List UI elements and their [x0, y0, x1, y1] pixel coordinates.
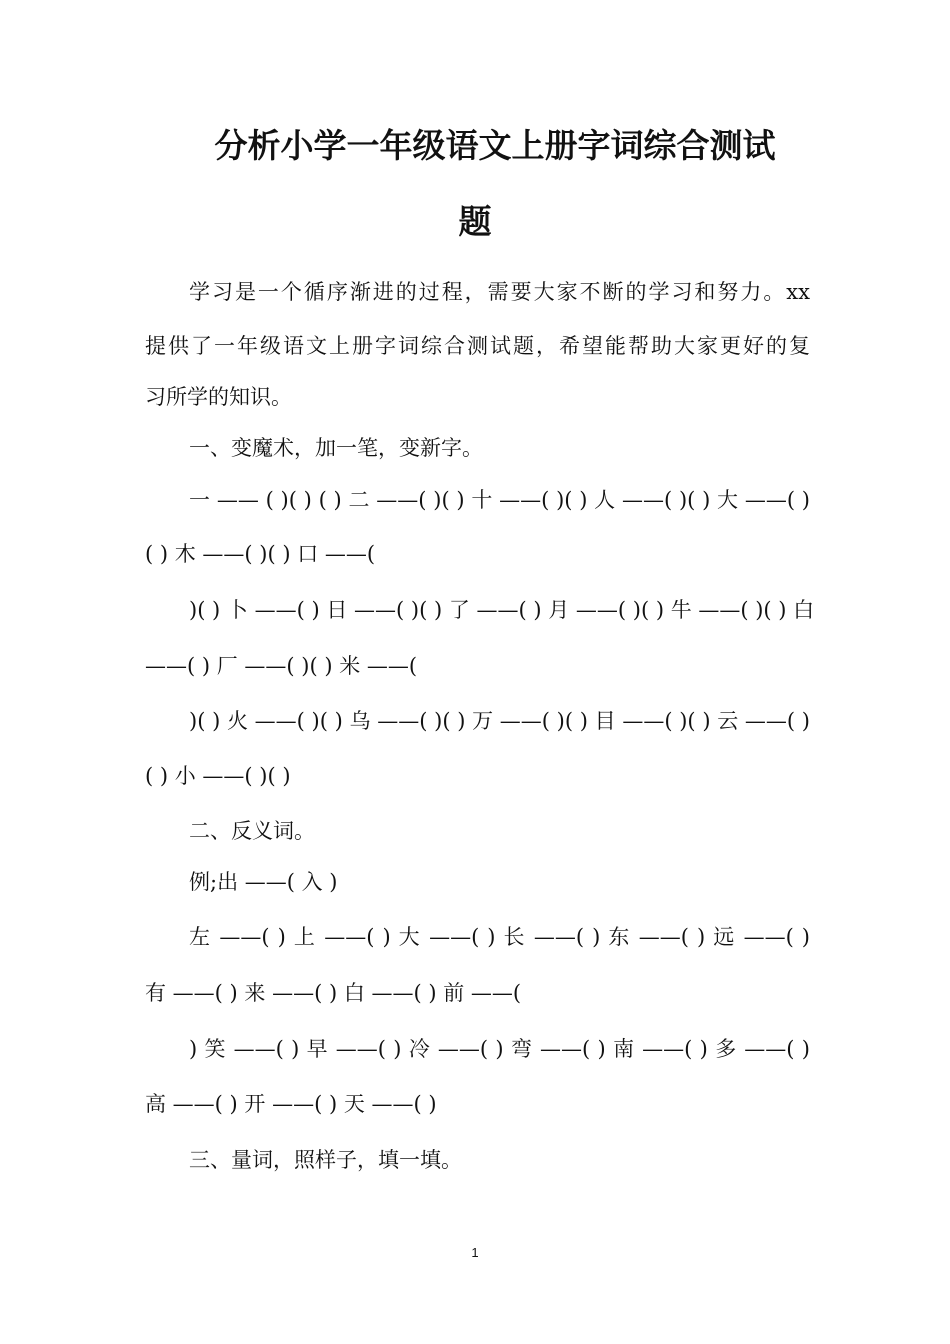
section2-example: 例;出 ——( 入 ) [189, 870, 338, 894]
section1-line: )( ) 卜 ——( ) 日 ——( )( ) 了 ——( ) 月 ——( )( ) 牛 ——( )( ) 白 [189, 598, 815, 622]
section2-line: ) 笑 ——( ) 早 ——( ) 冷 ——( ) 弯 ——( ) 南 ——( ) 多 ——( ) [189, 1037, 810, 1061]
section1-line: )( ) 火 ——( )( ) 乌 ——( )( ) 万 ——( )( ) 目 ——( )( ) 云 ——( ) [189, 709, 810, 733]
section2-line: 高 ——( ) 开 ——( ) 天 ——( ) [145, 1092, 437, 1116]
page-number: 1 [471, 1245, 479, 1260]
document-title-line2: 题 [458, 202, 492, 241]
section1-heading: 一、变魔术，加一笔，变新字。 [189, 436, 483, 460]
intro-line: 提供了一年级语文上册字词综合测试题，希望能帮助大家更好的复 [145, 334, 810, 358]
intro-line: 学习是一个循序渐进的过程，需要大家不断的学习和努力。xx [189, 280, 810, 304]
section1-line: ( ) 小 ——( )( ) [145, 764, 291, 788]
section2-heading: 二、反义词。 [189, 819, 315, 843]
intro-line: 习所学的知识。 [145, 385, 292, 409]
section1-line: 一 —— ( )( ) ( ) 二 ——( )( ) 十 ——( )( ) 人 ——( )( ) 大 ——( ) [189, 488, 810, 512]
section2-line: 有 ——( ) 来 ——( ) 白 ——( ) 前 ——( [145, 981, 522, 1005]
section1-line: ——( ) 厂 ——( )( ) 米 ——( [145, 654, 418, 678]
section3-heading: 三、量词，照样子，填一填。 [189, 1148, 462, 1172]
section1-line: ( ) 木 ——( )( ) 口 ——( [145, 542, 376, 566]
section2-line: 左 ——( ) 上 ——( ) 大 ——( ) 长 ——( ) 东 ——( ) 远 ——( ) [189, 925, 810, 949]
document-title-line1: 分析小学一年级语文上册字词综合测试 [214, 126, 776, 165]
